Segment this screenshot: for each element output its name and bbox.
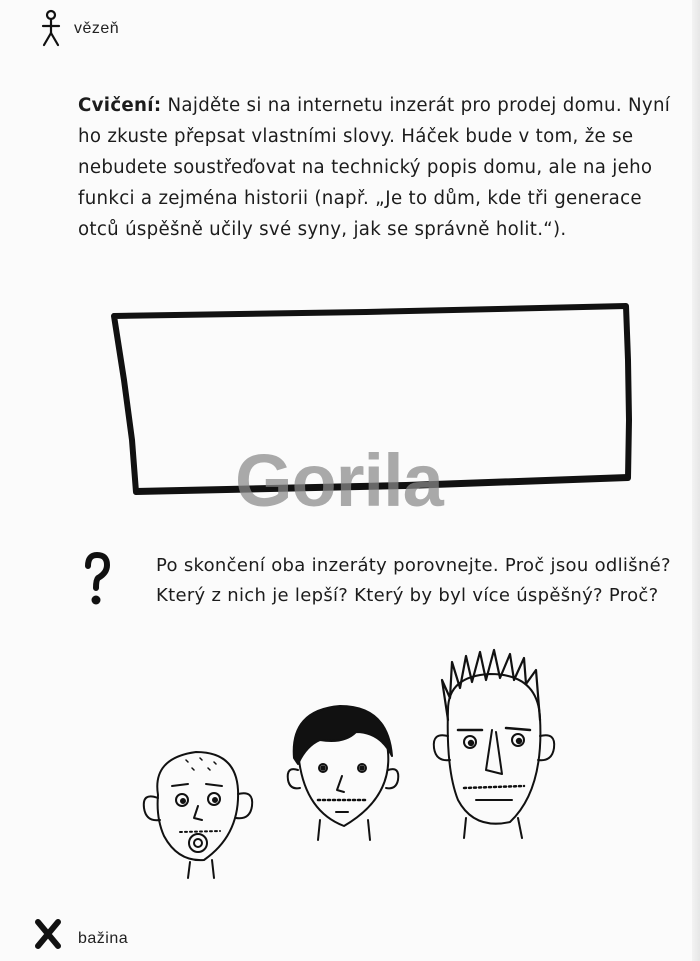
footer-label: bažina <box>78 930 129 947</box>
page-footer <box>34 918 234 958</box>
page-header <box>38 6 238 50</box>
chapter-label: vězeň <box>74 20 120 37</box>
cross-icon <box>34 918 62 950</box>
question-text: Po skončení oba inzeráty porovnejte. Proč jsou odlišné? Který z nich je lepší? Který by byl více úspěšný? Proč? <box>156 555 671 606</box>
watermark: Gorila <box>235 439 443 522</box>
dark-hair-face <box>288 706 399 840</box>
stick-figure-icon <box>38 8 64 48</box>
spiky-hair-face <box>434 650 554 838</box>
question-mark-icon <box>84 552 110 608</box>
exercise-text <box>78 90 678 245</box>
bald-face <box>144 752 252 878</box>
exercise-body: Najděte si na internetu inzerát pro prodej domu. Nyní ho zkuste přepsat vlastními slovy. Háček bude v tom, že se nebudete soustřeďovat na technický popis domu, ale na jeho funkci a zejména historii (např. „Je to dům, kde tři generace otců úspěšně učily své syny, jak se správně holit.“). <box>78 95 671 240</box>
page-edge <box>692 0 700 961</box>
exercise-lead: Cvičení: <box>78 95 162 116</box>
three-faces-drawing <box>130 640 560 880</box>
